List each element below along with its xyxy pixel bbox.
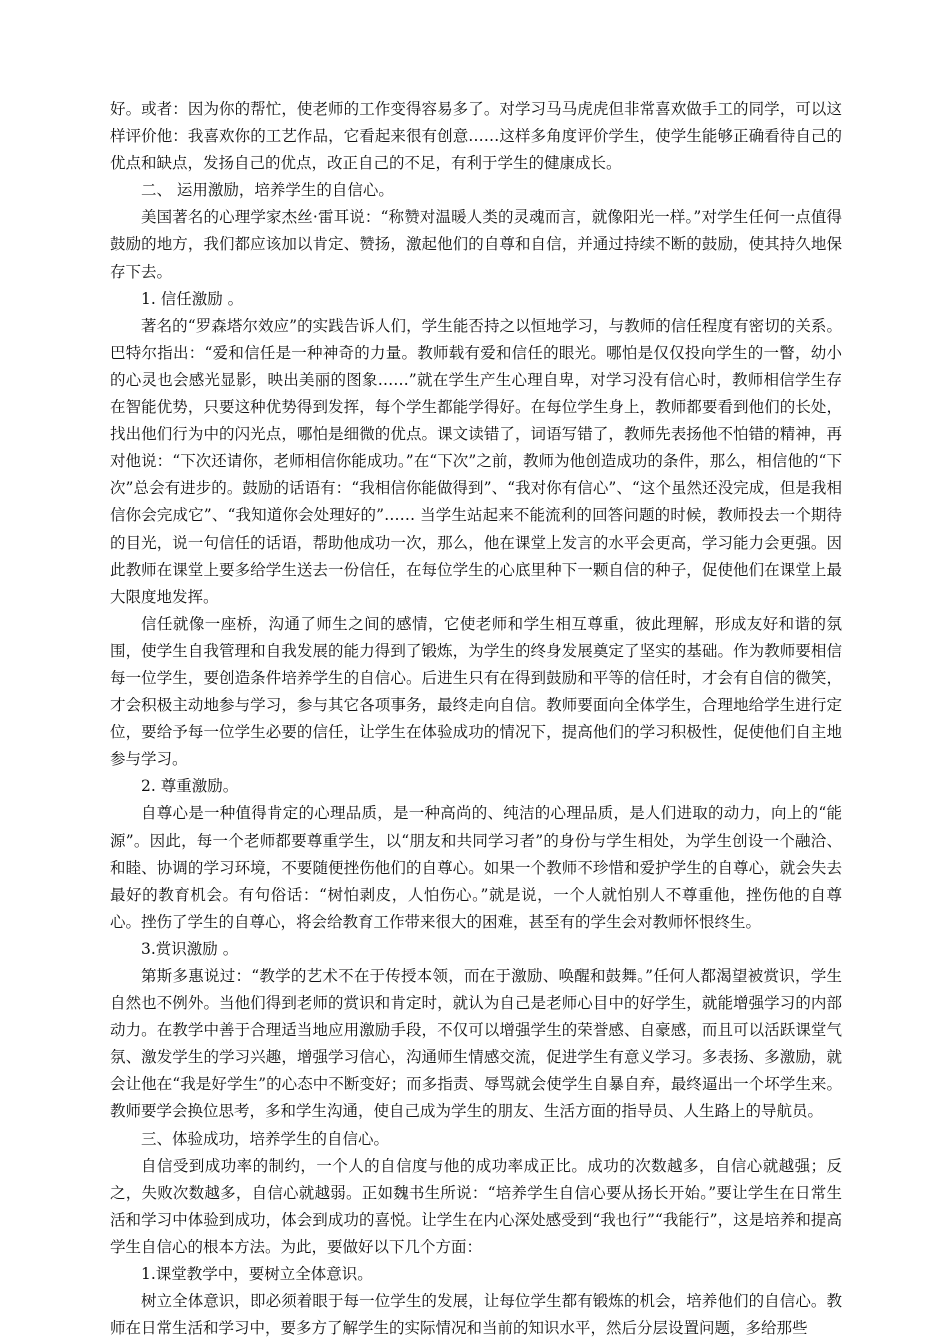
- subheading-classroom: 1.课堂教学中，要树立全体意识。: [141, 1265, 373, 1284]
- paragraph-self-esteem: 自尊心是一种值得肯定的心理品质，是一种高尚的、纯洁的心理品质，是人们进取的动力，向上的“能源”。因此，每一个老师都要尊重学生，以“朋友和共同学习者”的身份与学生相处，为学生创设一个融洽、和睦、协调的学习环境，不要随便挫伤他们的自尊心。如果一个教师不珍惜和爱护学生的自尊心，就会失去最好的教育机会。有句俗话：“树怕剥皮，人怕伤心。”就是说，一个人就怕别人不尊重他，挫伤他的自尊心。挫伤了学生的自尊心，将会给教育工作带来很大的困难，甚至有的学生会对教师怀恨终生。: [110, 804, 842, 931]
- paragraph-praise-quote: 美国著名的心理学家杰丝·雷耳说：“称赞对温暖人类的灵魂而言，就像阳光一样。”对学生任何一点值得鼓励的地方，我们都应该加以肯定、赞扬，激起他们的自尊和自信，并通过持续不断的鼓励，使其持久地保存下去。: [110, 208, 842, 281]
- paragraph-rosenthal-effect: 著名的“罗森塔尔效应”的实践告诉人们，学生能否持之以恒地学习，与教师的信任程度有密切的关系。巴特尔指出：“爱和信任是一种神奇的力量。教师载有爱和信任的眼光。哪怕是仅仅投向学生的一瞥，幼小的心灵也会感光显影，映出美丽的图象……”就在学生产生心理自卑，对学习没有信心时，教师相信学生存在智能优势，只要这种优势得到发挥，每个学生都能学得好。在每位学生身上，教师都要看到他们的长处，找出他们行为中的闪光点，哪怕是细微的优点。课文读错了，词语写错了，教师先表扬他不怕错的精神，再对他说：“下次还请你，老师相信你能成功。”在“下次”之前，教师为他创造成功的条件，那么，相信他的“下次”总会有进步的。鼓励的话语有：“我相信你能做得到”、“我对你有信心”、“这个虽然还没完成，但是我相信你会完成它”、“我知道你会处理好的”…… 当学生站起来不能流利的回答问题的时候，教师投去一个期待的目光，说一句信任的话语，帮助他成功一次，那么，他在课堂上发言的水平会更高，学习能力会更强。因此教师在课堂上要多给学生送去一份信任，在每位学生的心底里种下一颗自信的种子，促使他们在课堂上最大限度地发挥。: [110, 316, 842, 606]
- paragraph-success-rate: 自信受到成功率的制约，一个人的自信度与他的成功率成正比。成功的次数越多，自信心就越强；反之，失败次数越多，自信心就越弱。正如魏书生所说：“培养学生自信心要从扬长开始。”要让学生在日常生活和学习中体验到成功，体会到成功的喜悦。让学生在内心深处感受到“我也行”“我能行”，这是培养和提高学生自信心的根本方法。为此，要做好以下几个方面：: [110, 1156, 842, 1256]
- subheading-trust: 1. 信任激励 。: [141, 289, 244, 308]
- section-heading-2: 二、 运用激励，培养学生的自信心。: [141, 181, 394, 200]
- subheading-respect: 2. 尊重激励。: [141, 777, 239, 796]
- section-heading-3: 三、体验成功，培养学生的自信心。: [141, 1129, 390, 1148]
- subheading-appreciation: 3.赏识激励 。: [141, 939, 239, 958]
- paragraph-whole-class: 树立全体意识，即必须着眼于每一位学生的发展，让每位学生都有锻炼的机会，培养他们的自信心。教师在日常生活和学习中，要多方了解学生的实际情况和当前的知识水平，然后分层设置问题，多给那些: [110, 1292, 842, 1338]
- paragraph-evaluation-end: 好。或者：因为你的帮忙，使老师的工作变得容易多了。对学习马马虎虎但非常喜欢做手工的同学，可以这样评价他：我喜欢你的工艺作品，它看起来很有创意……这样多角度评价学生，使学生能够正确看待自己的优点和缺点，发扬自己的优点，改正自己的不足，有利于学生的健康成长。: [110, 100, 842, 173]
- paragraph-trust-bridge: 信任就像一座桥，沟通了师生之间的感情，它使老师和学生相互尊重，彼此理解，形成友好和谐的氛围，使学生自我管理和自我发展的能力得到了锻炼，为学生的终身发展奠定了坚实的基础。作为教师要相信每一位学生，要创造条件培养学生的自信心。后进生只有在得到鼓励和平等的信任时，才会有自信的微笑，才会积极主动地参与学习，参与其它各项事务，最终走向自信。教师要面向全体学生，合理地给学生进行定位，要给予每一位学生必要的信任，让学生在体验成功的情况下，提高他们的学习积极性，促使他们自主地参与学习。: [110, 614, 842, 769]
- paragraph-diesterweg: 第斯多惠说过：“教学的艺术不在于传授本领，而在于激励、唤醒和鼓舞。”任何人都渴望被赏识，学生自然也不例外。当他们得到老师的赏识和肯定时，就认为自己是老师心目中的好学生，就能增强学习的内部动力。在教学中善于合理适当地应用激励手段，不仅可以增强学生的荣誉感、自豪感，而且可以活跃课堂气氛、激发学生的学习兴趣，增强学习信心，沟通师生情感交流，促进学生有意义学习。多表扬、多激励，就会让他在“我是好学生”的心态中不断变好；而多指责、辱骂就会使学生自暴自弃，最终逼出一个坏学生来。教师要学会换位思考，多和学生沟通，使自己成为学生的朋友、生活方面的指导员、人生路上的导航员。: [110, 967, 842, 1121]
